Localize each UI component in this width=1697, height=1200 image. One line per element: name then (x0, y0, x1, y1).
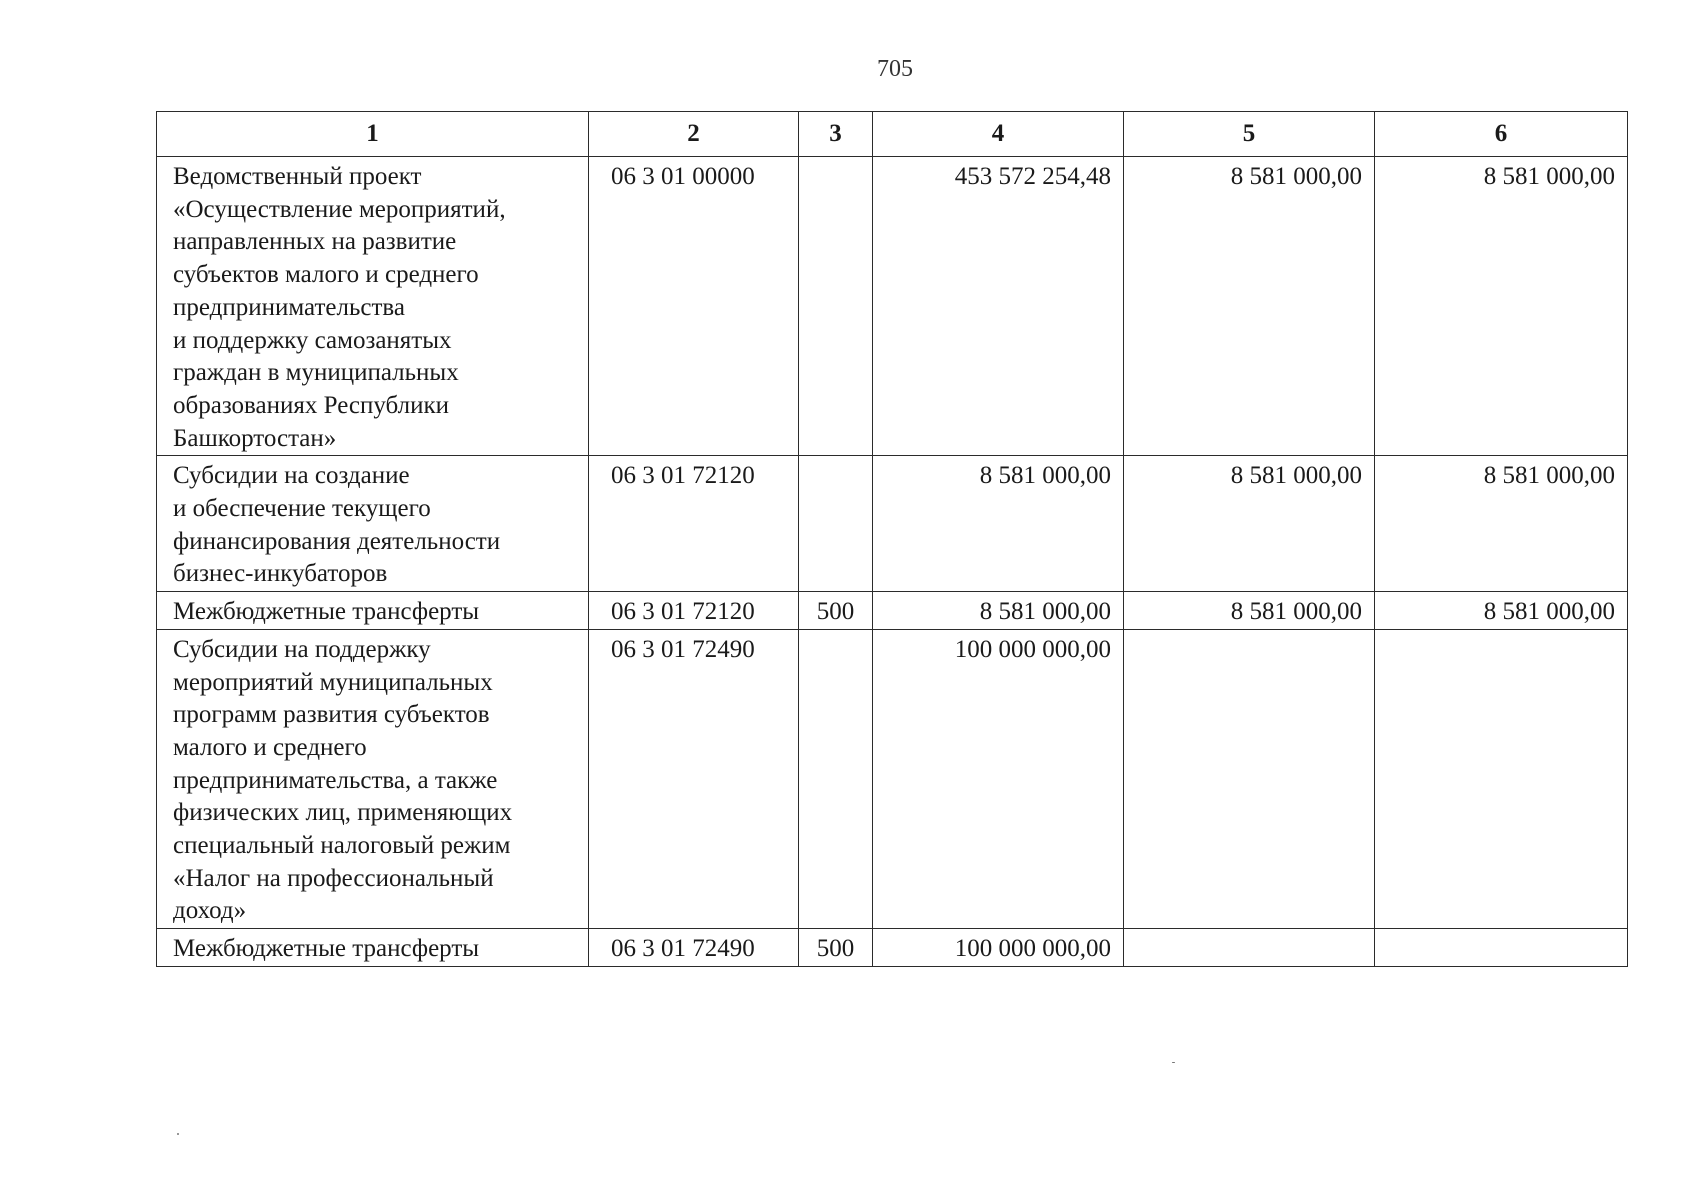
row-amount-4: 8 581 000,00 (873, 456, 1124, 592)
header-col-2: 2 (589, 112, 799, 157)
scan-speck (177, 1133, 179, 1135)
row-amount-4: 100 000 000,00 (873, 929, 1124, 967)
row-amount-6 (1375, 929, 1628, 967)
row-amount-6: 8 581 000,00 (1375, 456, 1628, 592)
row-type: 500 (799, 929, 873, 967)
header-col-1: 1 (157, 112, 589, 157)
table-header-row (157, 112, 1628, 157)
row-amount-5 (1124, 629, 1375, 928)
row-amount-6: 8 581 000,00 (1375, 592, 1628, 630)
header-col-3: 3 (799, 112, 873, 157)
row-amount-5 (1124, 929, 1375, 967)
row-amount-4: 8 581 000,00 (873, 592, 1124, 630)
row-type (799, 157, 873, 456)
row-amount-6 (1375, 629, 1628, 928)
header-col-5: 5 (1124, 112, 1375, 157)
row-amount-5: 8 581 000,00 (1124, 592, 1375, 630)
table-row (157, 929, 1628, 967)
row-name: Субсидии на поддержку мероприятий муниципальных программ развития субъектов малого и среднего предпринимательства, а также физических лиц, применяющих специальный налоговый режим «Налог на профессиональный доход» (157, 629, 589, 928)
row-name: Межбюджетные трансферты (157, 929, 589, 967)
row-code: 06 3 01 00000 (589, 157, 799, 456)
row-name: Субсидии на создание и обеспечение текущего финансирования деятельности бизнес-инкубаторов (157, 456, 589, 592)
row-code: 06 3 01 72490 (589, 929, 799, 967)
row-name: Межбюджетные трансферты (157, 592, 589, 630)
row-code: 06 3 01 72120 (589, 592, 799, 630)
row-amount-4: 453 572 254,48 (873, 157, 1124, 456)
header-col-6: 6 (1375, 112, 1628, 157)
header-col-4: 4 (873, 112, 1124, 157)
table-row (157, 592, 1628, 630)
row-amount-5: 8 581 000,00 (1124, 456, 1375, 592)
table-row (157, 157, 1628, 456)
row-amount-4: 100 000 000,00 (873, 629, 1124, 928)
table-row (157, 456, 1628, 592)
budget-table (156, 111, 1628, 967)
row-amount-6: 8 581 000,00 (1375, 157, 1628, 456)
page-number: 705 (877, 56, 913, 82)
scan-speck (1172, 1062, 1175, 1063)
table-row (157, 629, 1628, 928)
row-type (799, 456, 873, 592)
row-type (799, 629, 873, 928)
row-name: Ведомственный проект «Осуществление мероприятий, направленных на развитие субъектов малого и среднего предпринимательства и поддержку самозанятых граждан в муниципальных образованиях Республики Башкортостан» (157, 157, 589, 456)
row-code: 06 3 01 72120 (589, 456, 799, 592)
row-code: 06 3 01 72490 (589, 629, 799, 928)
row-amount-5: 8 581 000,00 (1124, 157, 1375, 456)
row-type: 500 (799, 592, 873, 630)
